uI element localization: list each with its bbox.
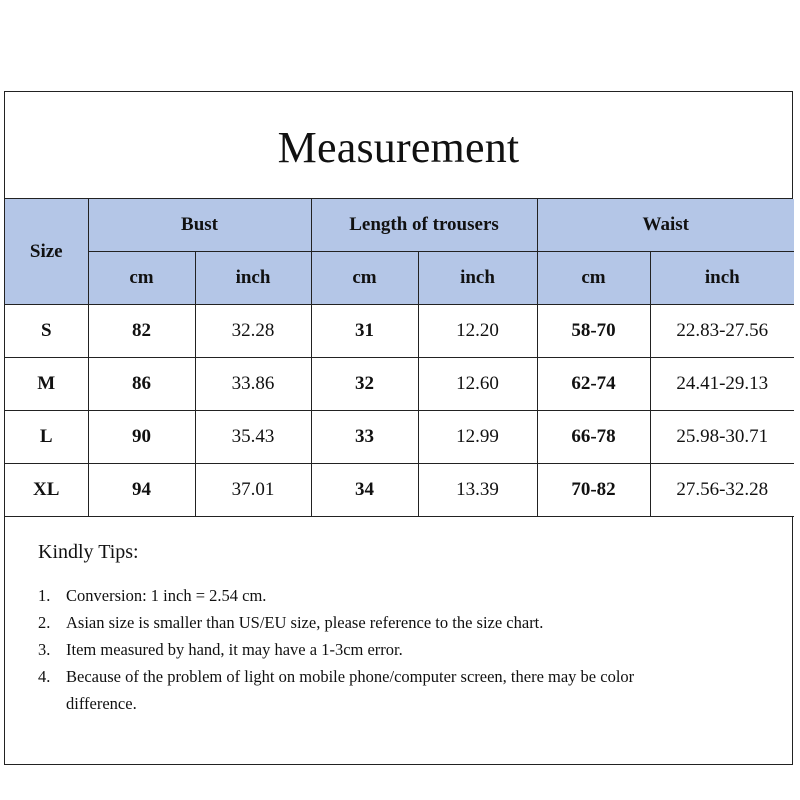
waist-inch-cell: 24.41-29.13: [650, 358, 794, 411]
length-cm-cell: 34: [311, 464, 418, 517]
tip-number: 2.: [38, 613, 51, 632]
table-row: [5, 411, 794, 464]
length-inch-cell: 13.39: [418, 464, 537, 517]
length-cm-cell: 33: [311, 411, 418, 464]
header-bust: Bust: [88, 199, 311, 252]
tips-section: [5, 517, 792, 717]
list-item: [38, 636, 792, 663]
length-inch-cell: 12.60: [418, 358, 537, 411]
tip-number: 1.: [38, 586, 51, 605]
list-item: [38, 663, 792, 717]
length-inch-cell: 12.99: [418, 411, 537, 464]
size-cell: S: [5, 305, 88, 358]
table-row: [5, 464, 794, 517]
header-size: Size: [5, 199, 88, 305]
bust-inch-cell: 32.28: [195, 305, 311, 358]
waist-cm-cell: 62-74: [537, 358, 650, 411]
length-cm-cell: 32: [311, 358, 418, 411]
header-length-of-trousers: Length of trousers: [311, 199, 537, 252]
unit-header: inch: [650, 252, 794, 305]
tip-number: 4.: [38, 667, 51, 686]
bust-cm-cell: 86: [88, 358, 195, 411]
bust-cm-cell: 90: [88, 411, 195, 464]
unit-header: cm: [537, 252, 650, 305]
bust-cm-cell: 94: [88, 464, 195, 517]
unit-header: inch: [195, 252, 311, 305]
unit-header: cm: [311, 252, 418, 305]
waist-cm-cell: 70-82: [537, 464, 650, 517]
size-cell: L: [5, 411, 88, 464]
waist-inch-cell: 22.83-27.56: [650, 305, 794, 358]
title-area: [5, 92, 792, 199]
tips-title: Kindly Tips:: [38, 541, 139, 563]
unit-header: inch: [418, 252, 537, 305]
waist-inch-cell: 25.98-30.71: [650, 411, 794, 464]
page-title: Measurement: [277, 122, 520, 172]
length-inch-cell: 12.20: [418, 305, 537, 358]
tip-text: Item measured by hand, it may have a 1-3cm error.: [66, 640, 403, 659]
length-cm-cell: 31: [311, 305, 418, 358]
size-cell: XL: [5, 464, 88, 517]
tip-text: Conversion: 1 inch = 2.54 cm.: [66, 586, 267, 605]
table-row: [5, 305, 794, 358]
bust-inch-cell: 35.43: [195, 411, 311, 464]
tip-number: 3.: [38, 640, 51, 659]
bust-inch-cell: 33.86: [195, 358, 311, 411]
tips-list: [38, 582, 792, 717]
table-row: [5, 358, 794, 411]
list-item: [38, 582, 792, 609]
size-cell: M: [5, 358, 88, 411]
tip-text: Asian size is smaller than US/EU size, please reference to the size chart.: [66, 613, 544, 632]
waist-inch-cell: 27.56-32.28: [650, 464, 794, 517]
waist-cm-cell: 58-70: [537, 305, 650, 358]
measurement-table: [5, 199, 794, 517]
bust-inch-cell: 37.01: [195, 464, 311, 517]
bust-cm-cell: 82: [88, 305, 195, 358]
waist-cm-cell: 66-78: [537, 411, 650, 464]
unit-header: cm: [88, 252, 195, 305]
list-item: [38, 609, 792, 636]
size-chart: [4, 91, 793, 765]
tip-text: Because of the problem of light on mobile phone/computer screen, there may be color difference.: [66, 667, 635, 713]
header-waist: Waist: [537, 199, 794, 252]
